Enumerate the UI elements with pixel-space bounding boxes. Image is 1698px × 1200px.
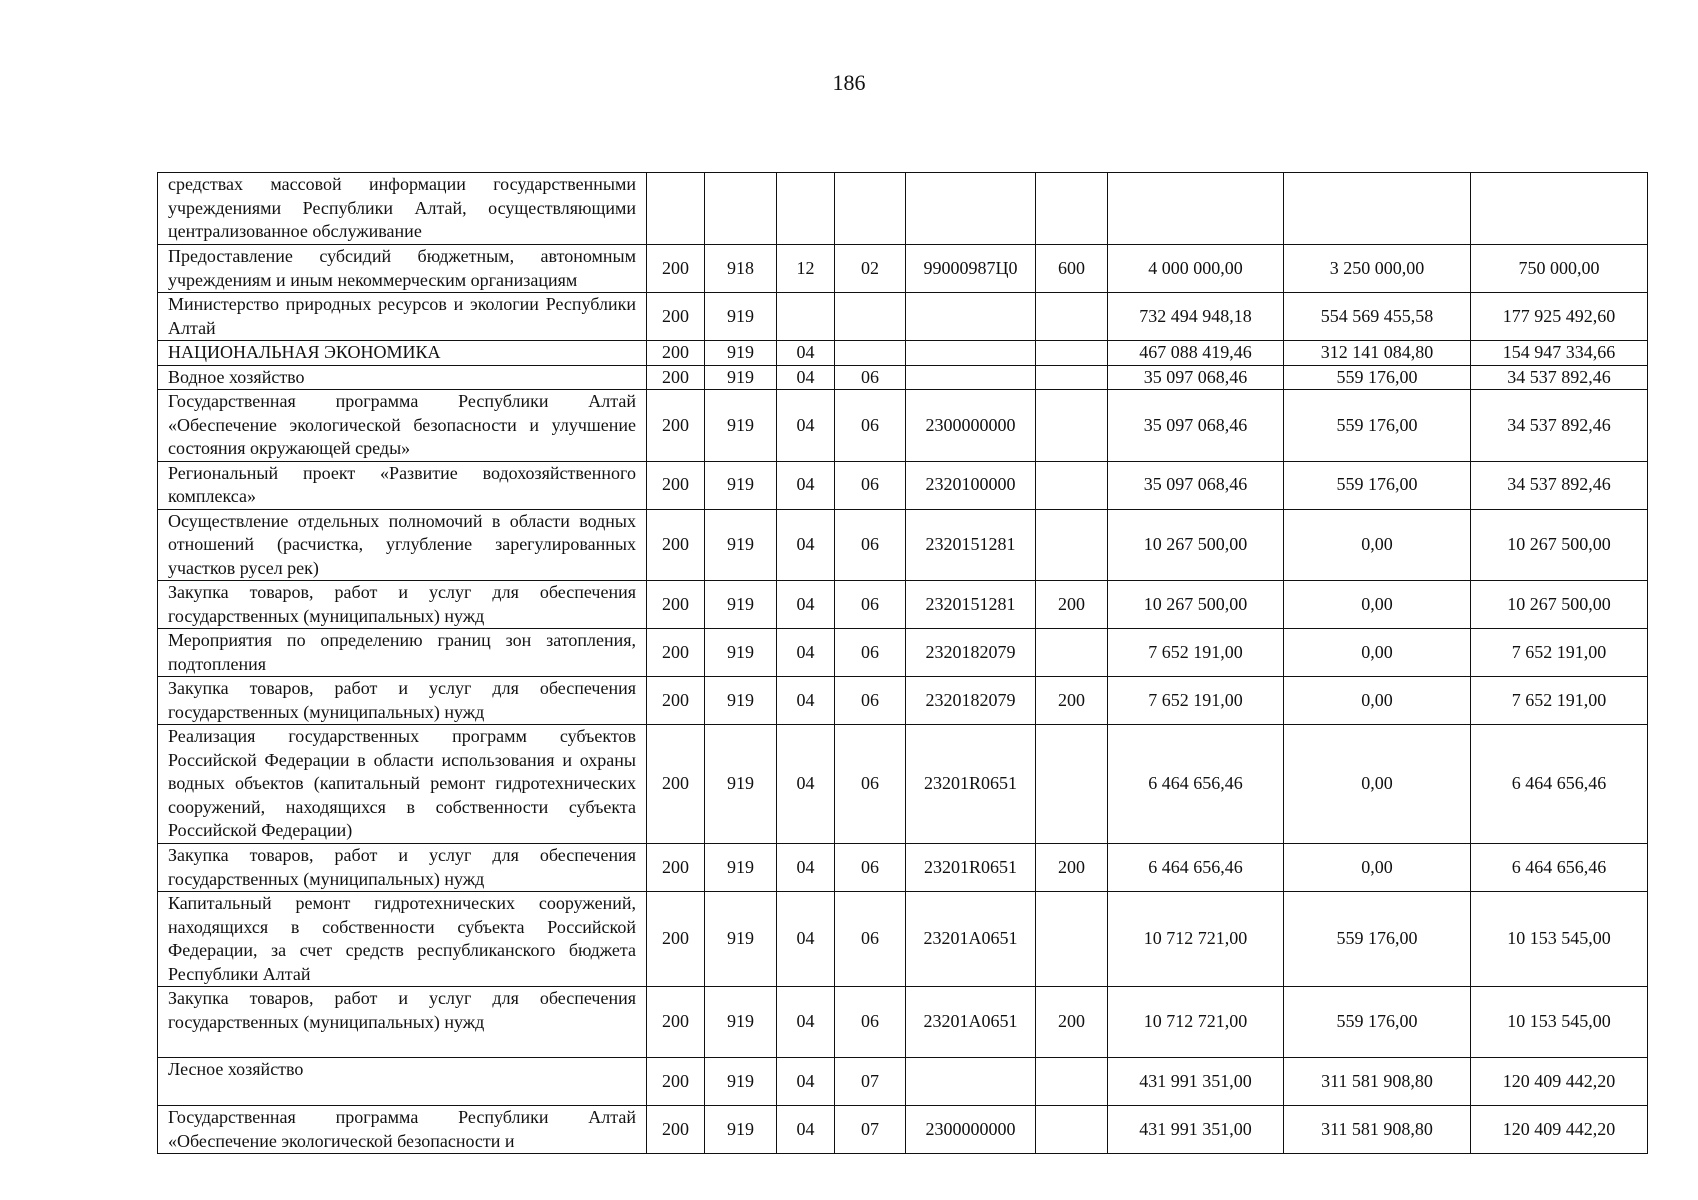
section-code-cell: 04	[777, 892, 835, 987]
description-cell: Осуществление отдельных полномочий в области водных отношений (расчистка, углубление зарегулированных участков русел рек)	[158, 509, 647, 581]
department-code-cell	[705, 173, 777, 245]
amount-column-3-cell: 6 464 656,46	[1471, 844, 1648, 892]
expense-type-cell	[1036, 1058, 1108, 1106]
department-code-cell: 919	[705, 629, 777, 677]
description-cell: Мероприятия по определению границ зон затопления, подтопления	[158, 629, 647, 677]
section-code-cell: 04	[777, 581, 835, 629]
section-code-cell: 04	[777, 1106, 835, 1154]
subsection-code-cell: 06	[835, 461, 906, 509]
department-code-cell: 919	[705, 390, 777, 462]
amount-column-2-cell: 559 176,00	[1284, 892, 1471, 987]
amount-column-2-cell: 559 176,00	[1284, 987, 1471, 1058]
expense-type-cell	[1036, 390, 1108, 462]
expense-type-cell	[1036, 725, 1108, 844]
description-cell: Закупка товаров, работ и услуг для обеспечения государственных (муниципальных) нужд	[158, 677, 647, 725]
description-cell: Водное хозяйство	[158, 365, 647, 390]
expense-type-cell: 200	[1036, 844, 1108, 892]
amount-total-cell: 431 991 351,00	[1108, 1058, 1284, 1106]
department-code-cell: 918	[705, 245, 777, 293]
admin-code-cell: 200	[647, 293, 705, 341]
target-article-cell: 23201R0651	[906, 844, 1036, 892]
section-code-cell: 04	[777, 341, 835, 366]
amount-column-3-cell: 10 267 500,00	[1471, 509, 1648, 581]
amount-column-2-cell: 3 250 000,00	[1284, 245, 1471, 293]
department-code-cell: 919	[705, 461, 777, 509]
subsection-code-cell: 06	[835, 677, 906, 725]
section-code-cell: 04	[777, 461, 835, 509]
admin-code-cell: 200	[647, 341, 705, 366]
expense-type-cell	[1036, 341, 1108, 366]
target-article-cell	[906, 341, 1036, 366]
subsection-code-cell	[835, 293, 906, 341]
admin-code-cell: 200	[647, 725, 705, 844]
admin-code-cell	[647, 173, 705, 245]
amount-total-cell: 431 991 351,00	[1108, 1106, 1284, 1154]
target-article-cell: 23201A0651	[906, 987, 1036, 1058]
admin-code-cell: 200	[647, 581, 705, 629]
admin-code-cell: 200	[647, 987, 705, 1058]
amount-total-cell: 7 652 191,00	[1108, 677, 1284, 725]
target-article-cell: 2320151281	[906, 509, 1036, 581]
department-code-cell: 919	[705, 677, 777, 725]
description-cell: Государственная программа Республики Алтай «Обеспечение экологической безопасности и	[158, 1106, 647, 1154]
expense-type-cell: 200	[1036, 987, 1108, 1058]
admin-code-cell: 200	[647, 461, 705, 509]
admin-code-cell: 200	[647, 390, 705, 462]
subsection-code-cell: 07	[835, 1106, 906, 1154]
amount-column-3-cell: 120 409 442,20	[1471, 1058, 1648, 1106]
department-code-cell: 919	[705, 1058, 777, 1106]
amount-total-cell: 6 464 656,46	[1108, 725, 1284, 844]
section-code-cell: 04	[777, 629, 835, 677]
table-row	[158, 461, 1648, 509]
subsection-code-cell: 07	[835, 1058, 906, 1106]
expense-type-cell	[1036, 629, 1108, 677]
amount-column-2-cell: 559 176,00	[1284, 390, 1471, 462]
amount-column-3-cell: 177 925 492,60	[1471, 293, 1648, 341]
subsection-code-cell: 06	[835, 892, 906, 987]
target-article-cell: 2320182079	[906, 629, 1036, 677]
amount-column-2-cell: 311 581 908,80	[1284, 1058, 1471, 1106]
amount-column-2-cell: 0,00	[1284, 581, 1471, 629]
subsection-code-cell: 02	[835, 245, 906, 293]
section-code-cell: 04	[777, 844, 835, 892]
description-cell: НАЦИОНАЛЬНАЯ ЭКОНОМИКА	[158, 341, 647, 366]
department-code-cell: 919	[705, 1106, 777, 1154]
expense-type-cell: 600	[1036, 245, 1108, 293]
department-code-cell: 919	[705, 341, 777, 366]
amount-column-2-cell: 0,00	[1284, 725, 1471, 844]
subsection-code-cell: 06	[835, 581, 906, 629]
table-row	[158, 1058, 1648, 1106]
amount-column-3-cell: 6 464 656,46	[1471, 725, 1648, 844]
department-code-cell: 919	[705, 892, 777, 987]
table-row	[158, 509, 1648, 581]
expense-type-cell: 200	[1036, 581, 1108, 629]
table-row	[158, 629, 1648, 677]
department-code-cell: 919	[705, 844, 777, 892]
admin-code-cell: 200	[647, 245, 705, 293]
amount-total-cell: 35 097 068,46	[1108, 390, 1284, 462]
amount-total-cell: 10 712 721,00	[1108, 987, 1284, 1058]
amount-column-3-cell: 34 537 892,46	[1471, 365, 1648, 390]
target-article-cell	[906, 173, 1036, 245]
target-article-cell: 99000987Ц0	[906, 245, 1036, 293]
table-row	[158, 341, 1648, 366]
amount-total-cell: 10 267 500,00	[1108, 509, 1284, 581]
expense-type-cell	[1036, 365, 1108, 390]
amount-total-cell	[1108, 173, 1284, 245]
table-row	[158, 390, 1648, 462]
subsection-code-cell: 06	[835, 987, 906, 1058]
department-code-cell: 919	[705, 509, 777, 581]
table-row	[158, 844, 1648, 892]
description-cell: Реализация государственных программ субъектов Российской Федерации в области использования и охраны водных объектов (капитальный ремонт гидротехнических сооружений, находящихся в собственности субъекта Российской Федерации)	[158, 725, 647, 844]
table-row	[158, 173, 1648, 245]
amount-column-3-cell: 154 947 334,66	[1471, 341, 1648, 366]
section-code-cell: 04	[777, 677, 835, 725]
department-code-cell: 919	[705, 725, 777, 844]
target-article-cell: 23201A0651	[906, 892, 1036, 987]
table-row	[158, 365, 1648, 390]
subsection-code-cell: 06	[835, 629, 906, 677]
amount-column-2-cell: 554 569 455,58	[1284, 293, 1471, 341]
section-code-cell: 04	[777, 725, 835, 844]
table-row	[158, 987, 1648, 1058]
amount-column-3-cell: 7 652 191,00	[1471, 677, 1648, 725]
department-code-cell: 919	[705, 365, 777, 390]
admin-code-cell: 200	[647, 892, 705, 987]
subsection-code-cell: 06	[835, 844, 906, 892]
description-cell: Закупка товаров, работ и услуг для обеспечения государственных (муниципальных) нужд	[158, 581, 647, 629]
amount-total-cell: 467 088 419,46	[1108, 341, 1284, 366]
expense-type-cell	[1036, 892, 1108, 987]
amount-column-3-cell: 750 000,00	[1471, 245, 1648, 293]
table-row	[158, 293, 1648, 341]
section-code-cell	[777, 173, 835, 245]
amount-column-2-cell: 0,00	[1284, 844, 1471, 892]
section-code-cell: 04	[777, 390, 835, 462]
amount-column-3-cell: 10 153 545,00	[1471, 987, 1648, 1058]
amount-total-cell: 10 267 500,00	[1108, 581, 1284, 629]
admin-code-cell: 200	[647, 509, 705, 581]
page-number: 186	[832, 70, 866, 95]
admin-code-cell: 200	[647, 365, 705, 390]
table-row	[158, 581, 1648, 629]
amount-column-3-cell: 34 537 892,46	[1471, 461, 1648, 509]
amount-total-cell: 35 097 068,46	[1108, 365, 1284, 390]
section-code-cell: 04	[777, 509, 835, 581]
table-body	[158, 173, 1648, 1154]
amount-column-2-cell: 559 176,00	[1284, 461, 1471, 509]
target-article-cell: 2300000000	[906, 390, 1036, 462]
department-code-cell: 919	[705, 581, 777, 629]
amount-column-3-cell: 34 537 892,46	[1471, 390, 1648, 462]
description-cell: Закупка товаров, работ и услуг для обеспечения государственных (муниципальных) нужд	[158, 987, 647, 1058]
expense-type-cell: 200	[1036, 677, 1108, 725]
amount-total-cell: 35 097 068,46	[1108, 461, 1284, 509]
admin-code-cell: 200	[647, 1058, 705, 1106]
description-cell: средствах массовой информации государственными учреждениями Республики Алтай, осуществляющими централизованное обслуживание	[158, 173, 647, 245]
target-article-cell: 23201R0651	[906, 725, 1036, 844]
department-code-cell: 919	[705, 987, 777, 1058]
subsection-code-cell: 06	[835, 390, 906, 462]
description-cell: Региональный проект «Развитие водохозяйственного комплекса»	[158, 461, 647, 509]
subsection-code-cell	[835, 173, 906, 245]
expense-type-cell	[1036, 509, 1108, 581]
amount-total-cell: 6 464 656,46	[1108, 844, 1284, 892]
amount-column-2-cell: 559 176,00	[1284, 365, 1471, 390]
description-cell: Предоставление субсидий бюджетным, автономным учреждениям и иным некоммерческим организациям	[158, 245, 647, 293]
budget-table	[157, 172, 1648, 1154]
amount-column-3-cell: 120 409 442,20	[1471, 1106, 1648, 1154]
admin-code-cell: 200	[647, 1106, 705, 1154]
section-code-cell: 04	[777, 365, 835, 390]
expense-type-cell	[1036, 1106, 1108, 1154]
amount-column-2-cell: 0,00	[1284, 509, 1471, 581]
target-article-cell: 2320100000	[906, 461, 1036, 509]
subsection-code-cell: 06	[835, 365, 906, 390]
table-row	[158, 1106, 1648, 1154]
amount-column-2-cell	[1284, 173, 1471, 245]
table-row	[158, 725, 1648, 844]
table-row	[158, 677, 1648, 725]
amount-total-cell: 10 712 721,00	[1108, 892, 1284, 987]
subsection-code-cell: 06	[835, 725, 906, 844]
subsection-code-cell: 06	[835, 509, 906, 581]
section-code-cell: 04	[777, 1058, 835, 1106]
target-article-cell: 2320151281	[906, 581, 1036, 629]
section-code-cell: 04	[777, 987, 835, 1058]
amount-column-3-cell: 7 652 191,00	[1471, 629, 1648, 677]
description-cell: Капитальный ремонт гидротехнических сооружений, находящихся в собственности субъекта Российской Федерации, за счет средств республиканского бюджета Республики Алтай	[158, 892, 647, 987]
amount-column-3-cell: 10 153 545,00	[1471, 892, 1648, 987]
target-article-cell: 2320182079	[906, 677, 1036, 725]
subsection-code-cell	[835, 341, 906, 366]
description-cell: Закупка товаров, работ и услуг для обеспечения государственных (муниципальных) нужд	[158, 844, 647, 892]
target-article-cell: 2300000000	[906, 1106, 1036, 1154]
amount-total-cell: 4 000 000,00	[1108, 245, 1284, 293]
table-row	[158, 245, 1648, 293]
admin-code-cell: 200	[647, 677, 705, 725]
amount-column-2-cell: 311 581 908,80	[1284, 1106, 1471, 1154]
amount-total-cell: 732 494 948,18	[1108, 293, 1284, 341]
admin-code-cell: 200	[647, 844, 705, 892]
expense-type-cell	[1036, 173, 1108, 245]
department-code-cell: 919	[705, 293, 777, 341]
expense-type-cell	[1036, 461, 1108, 509]
expense-type-cell	[1036, 293, 1108, 341]
amount-total-cell: 7 652 191,00	[1108, 629, 1284, 677]
target-article-cell	[906, 1058, 1036, 1106]
amount-column-3-cell	[1471, 173, 1648, 245]
target-article-cell	[906, 293, 1036, 341]
target-article-cell	[906, 365, 1036, 390]
description-cell: Государственная программа Республики Алтай «Обеспечение экологической безопасности и улучшение состояния окружающей среды»	[158, 390, 647, 462]
section-code-cell: 12	[777, 245, 835, 293]
section-code-cell	[777, 293, 835, 341]
description-cell: Министерство природных ресурсов и экологии Республики Алтай	[158, 293, 647, 341]
amount-column-2-cell: 312 141 084,80	[1284, 341, 1471, 366]
admin-code-cell: 200	[647, 629, 705, 677]
amount-column-2-cell: 0,00	[1284, 629, 1471, 677]
description-cell: Лесное хозяйство	[158, 1058, 647, 1106]
table-row	[158, 892, 1648, 987]
amount-column-2-cell: 0,00	[1284, 677, 1471, 725]
amount-column-3-cell: 10 267 500,00	[1471, 581, 1648, 629]
